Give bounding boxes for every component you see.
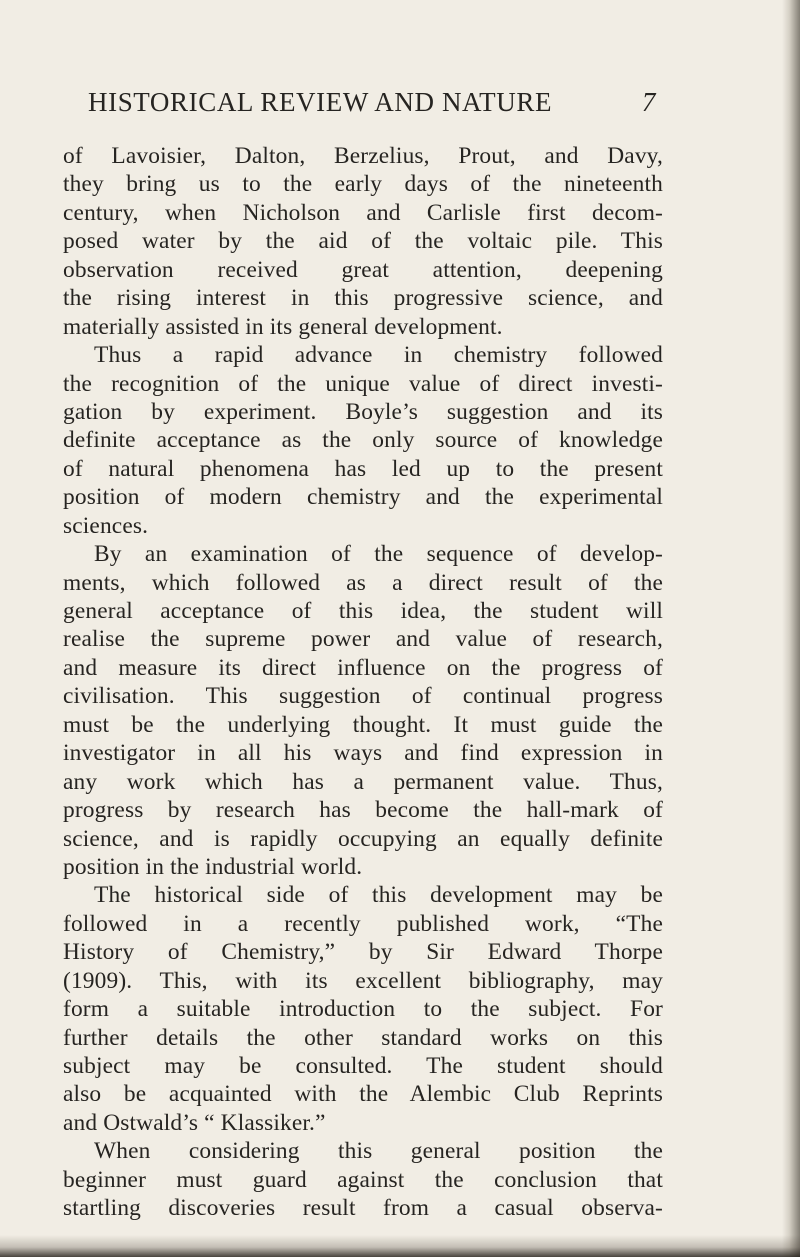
text-line: of natural phenomena has led up to the present [63, 455, 663, 482]
page-bottom-shadow [0, 1235, 800, 1257]
text-line: History of Chemistry,” by Sir Edward Thorpe [63, 939, 663, 966]
page-number: 7 [641, 87, 656, 117]
text-line: observation received great attention, deepening [63, 256, 663, 283]
text-line: also be acquainted with the Alembic Club Reprints [63, 1081, 663, 1108]
text-line: materially assisted in its general development. [63, 313, 503, 340]
text-line: of Lavoisier, Dalton, Berzelius, Prout, and Davy, [63, 143, 663, 169]
text-line: startling discoveries result from a casual observa- [63, 1195, 663, 1222]
text-line: position in the industrial world. [63, 853, 363, 880]
text-line: progress by research has become the hall-mark of [63, 797, 663, 824]
text-line: position of modern chemistry and the experimental [63, 484, 663, 511]
text-line: subject may be consulted. The student should [63, 1053, 663, 1079]
running-head [88, 84, 656, 120]
text-line: they bring us to the early days of the nineteenth [63, 171, 663, 198]
text-line: posed water by the aid of the voltaic pile. This [63, 228, 663, 255]
running-head-title: HISTORICAL REVIEW AND NATURE [88, 87, 553, 117]
text-line: and measure its direct influence on the progress of [63, 654, 663, 681]
text-line: further details the other standard works on this [63, 1024, 663, 1051]
text-line: the rising interest in this progressive science, and [63, 285, 663, 312]
text-line: investigator in all his ways and find expression in [63, 740, 663, 767]
text-line: When considering this general position the [94, 1138, 663, 1165]
text-line: form a suitable introduction to the subject. For [63, 996, 663, 1023]
text-line: science, and is rapidly occupying an equally definite [63, 825, 663, 852]
text-line: civilisation. This suggestion of continual progress [63, 683, 663, 710]
text-line: sciences. [63, 512, 149, 539]
text-line: beginner must guard against the conclusion that [63, 1166, 663, 1193]
text-line: general acceptance of this idea, the student will [63, 598, 663, 624]
body-text [63, 142, 663, 1223]
text-line: century, when Nicholson and Carlisle first decom- [63, 199, 663, 226]
text-line: the recognition of the unique value of direct investi- [63, 370, 663, 397]
text-line: definite acceptance as the only source of knowledge [63, 427, 663, 454]
text-line: ments, which followed as a direct result of the [63, 569, 663, 596]
text-line: realise the supreme power and value of research, [63, 626, 663, 653]
text-line: The historical side of this development may be [94, 882, 663, 909]
text-line: (1909). This, with its excellent bibliography, may [63, 967, 663, 994]
text-line: Thus a rapid advance in chemistry followed [94, 342, 663, 369]
text-line: By an examination of the sequence of develop- [94, 541, 663, 568]
text-line: and Ostwald’s “ Klassiker.” [63, 1109, 326, 1136]
text-line: must be the underlying thought. It must guide the [63, 711, 663, 738]
text-line: gation by experiment. Boyle’s suggestion and its [63, 398, 663, 425]
text-line: followed in a recently published work, “The [63, 910, 663, 937]
page-edge-shadow [782, 0, 800, 1257]
text-line: any work which has a permanent value. Thus, [63, 768, 663, 795]
